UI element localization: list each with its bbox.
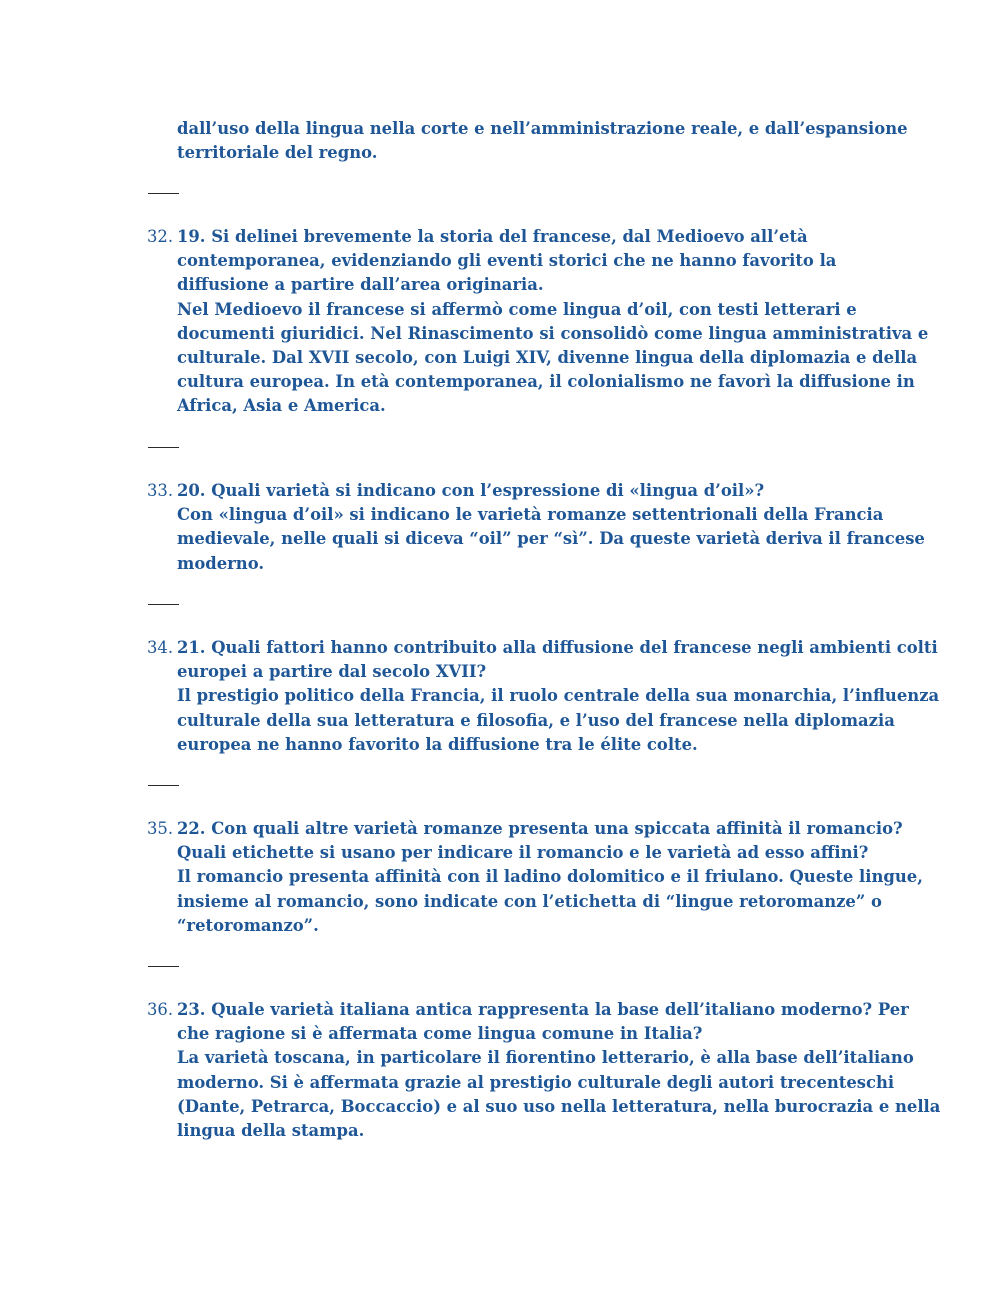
separator-line <box>148 193 179 194</box>
answer-line: insieme al romancio, sono indicate con l’etichetta di “lingue retoromanze” o <box>177 891 882 911</box>
question-line: diffusione a partire dall’area originaria. <box>177 275 544 295</box>
answer-line: “retoromanzo”. <box>177 915 319 935</box>
text-line: dall’uso della lingua nella corte e nell’amministrazione reale, e dall’espansione <box>177 119 908 138</box>
item-number: 32. <box>147 227 174 246</box>
separator-line <box>148 604 179 605</box>
answer-line: La varietà toscana, in particolare il fiorentino letterario, è alla base dell’italiano <box>177 1048 914 1068</box>
answer-line: europea ne hanno favorito la diffusione tra le élite colte. <box>177 734 698 754</box>
item-number: 36. <box>147 1000 174 1019</box>
question-line: 21. Quali fattori hanno contribuito alla diffusione del francese negli ambienti colti <box>177 638 938 657</box>
question-line: 22. Con quali altre varietà romanze presenta una spiccata affinità il romancio? <box>177 819 903 838</box>
answer-line: (Dante, Petrarca, Boccaccio) e al suo uso nella letteratura, nella burocrazia e nella <box>177 1096 941 1116</box>
answer-line: documenti giuridici. Nel Rinascimento si consolidò come lingua amministrativa e <box>177 323 929 343</box>
answer-line: culturale della sua letteratura e filosofia, e l’uso del francese nella diplomazia <box>177 710 895 730</box>
question-line: che ragione si è affermata come lingua comune in Italia? <box>177 1024 703 1044</box>
question-line: contemporanea, evidenziando gli eventi storici che ne hanno favorito la <box>177 251 837 271</box>
qa-item-19 <box>177 225 929 419</box>
answer-line: Il romancio presenta affinità con il ladino dolomitico e il friulano. Queste lingue, <box>177 867 923 887</box>
item-number: 34. <box>147 638 174 657</box>
text-line: territoriale del regno. <box>177 143 378 163</box>
separator-line <box>148 966 179 967</box>
question-line: 19. Si delinei brevemente la storia del francese, dal Medioevo all’età <box>177 227 808 246</box>
answer-line: moderno. Si è affermata grazie al prestigio culturale degli autori trecenteschi <box>177 1072 895 1092</box>
qa-item-21 <box>177 636 940 757</box>
answer-line: Nel Medioevo il francese si affermò come lingua d’oil, con testi letterari e <box>177 299 857 319</box>
separator-line <box>148 447 179 448</box>
answer-line: Con «lingua d’oil» si indicano le varietà romanze settentrionali della Francia <box>177 505 884 525</box>
item-number: 35. <box>147 819 174 838</box>
qa-item-22 <box>177 817 923 938</box>
question-line: 20. Quali varietà si indicano con l’espressione di «lingua d’oil»? <box>177 481 765 500</box>
intro-paragraph <box>177 117 908 165</box>
answer-line: lingua della stampa. <box>177 1121 365 1141</box>
separator-line <box>148 785 179 786</box>
answer-line: Il prestigio politico della Francia, il ruolo centrale della sua monarchia, l’influenza <box>177 686 940 706</box>
answer-line: moderno. <box>177 553 265 573</box>
question-line: 23. Quale varietà italiana antica rappresenta la base dell’italiano moderno? Per <box>177 1000 909 1019</box>
answer-line: medievale, nelle quali si diceva “oil” per “sì”. Da queste varietà deriva il francese <box>177 529 925 549</box>
question-line: Quali etichette si usano per indicare il romancio e le varietà ad esso affini? <box>177 843 869 863</box>
item-number: 33. <box>147 481 174 500</box>
qa-item-20 <box>177 479 925 576</box>
answer-line: culturale. Dal XVII secolo, con Luigi XIV, divenne lingua della diplomazia e della <box>177 348 918 368</box>
answer-line: cultura europea. In età contemporanea, il colonialismo ne favorì la diffusione in <box>177 372 915 392</box>
answer-line: Africa, Asia e America. <box>177 396 386 416</box>
qa-item-23 <box>177 998 941 1143</box>
question-line: europei a partire dal secolo XVII? <box>177 662 487 682</box>
